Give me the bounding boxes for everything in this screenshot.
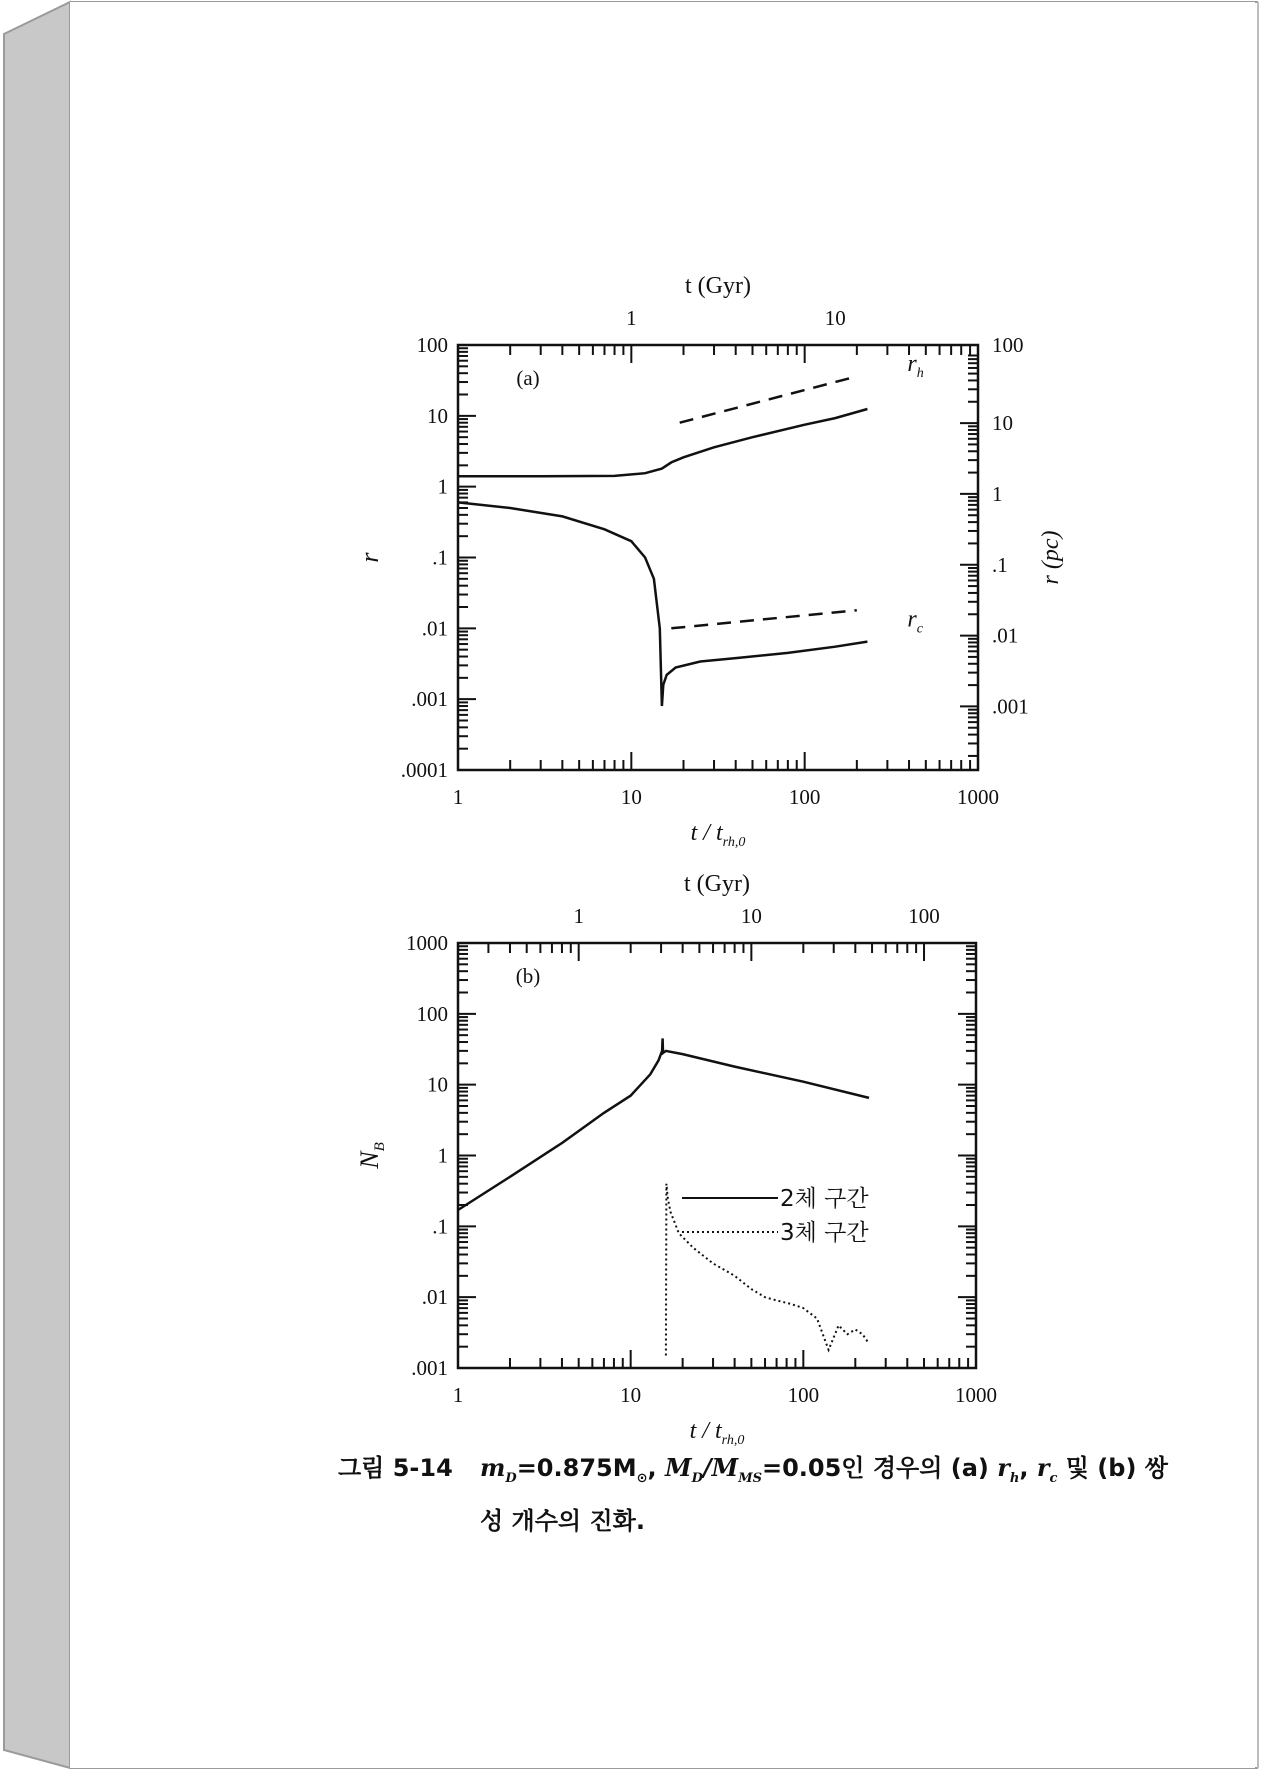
series-line-r-c — [458, 502, 867, 706]
caption-separator: , — [1019, 1454, 1037, 1482]
figure-caption — [338, 1447, 1238, 1542]
x-tick-label: 100 — [787, 1383, 820, 1407]
y-tick-label: .01 — [421, 616, 448, 641]
x-axis-label: t / $t_{rh,0}$ — [689, 1418, 745, 1448]
y-tick-label: 1000 — [406, 931, 448, 955]
y-tick-label: 100 — [416, 333, 448, 357]
y2-tick-label: 100 — [992, 333, 1024, 357]
series-line-r-h-slope — [680, 376, 857, 422]
y-tick-label: .1 — [432, 545, 448, 570]
caption-rh-symbol: r — [997, 1453, 1010, 1482]
x2-tick-label: 10 — [824, 306, 846, 330]
caption-line-1 — [338, 1447, 1238, 1500]
caption-rh-sub: h — [1009, 1470, 1020, 1486]
series-line-2- — [458, 1038, 869, 1210]
x2-tick-label: 10 — [740, 904, 762, 928]
y-tick-label: 1 — [437, 1143, 448, 1168]
x-tick-label: 1 — [452, 785, 464, 809]
series-label-r_c: $r_c$ — [907, 606, 923, 637]
plot-frame — [458, 943, 976, 1368]
y-tick-label: 1 — [437, 474, 448, 499]
y2-axis-label: r (pc) — [1038, 530, 1064, 585]
y-tick-label: .001 — [411, 1356, 448, 1380]
x2-tick-label: 1 — [626, 306, 637, 330]
x2-axis-label: t (Gyr) — [684, 871, 750, 897]
y-tick-label: .0001 — [400, 758, 448, 782]
x-tick-label: 1000 — [955, 1383, 997, 1407]
legend-label: 3체 구간 — [780, 1220, 869, 1246]
caption-ratio-value: =0.05인 경우의 (a) — [761, 1454, 998, 1482]
caption-m-value: =0.875M — [516, 1454, 637, 1482]
y-tick-label: 10 — [427, 1072, 448, 1097]
caption-ratio-slash: / — [702, 1453, 712, 1482]
x-tick-label: 1 — [452, 1383, 464, 1407]
y2-tick-label: 10 — [992, 411, 1013, 436]
caption-line-2: 성 개수의 진화. — [480, 1506, 645, 1535]
caption-sun-symbol: ⊙ — [636, 1470, 648, 1486]
plot-frame — [458, 345, 978, 770]
y-tick-label: .1 — [432, 1214, 448, 1239]
x-axis-label: t / $t_{rh,0}$ — [690, 820, 746, 850]
legend-label: 2체 구간 — [780, 1186, 869, 1212]
y2-tick-label: 1 — [992, 481, 1003, 506]
caption-rc-symbol: r — [1036, 1453, 1050, 1482]
y2-tick-label: .001 — [992, 694, 1029, 719]
caption-m-sub: D — [505, 1470, 517, 1486]
panel-label: (b) — [515, 964, 541, 988]
y-tick-label: 10 — [427, 403, 448, 428]
x2-tick-label: 1 — [573, 904, 584, 928]
caption-ratio-num-sub: D — [691, 1470, 703, 1486]
book-page — [70, 2, 1255, 1768]
x-tick-label: 10 — [620, 1383, 642, 1407]
x-tick-label: 100 — [788, 785, 821, 809]
y-axis-label: r — [355, 552, 384, 563]
x-tick-label: 10 — [620, 785, 642, 809]
y-tick-label: .01 — [421, 1285, 448, 1310]
caption-comma: , — [647, 1454, 665, 1482]
series-line-r-h — [458, 409, 867, 476]
x2-tick-label: 100 — [908, 904, 940, 928]
y2-tick-label: .1 — [992, 552, 1008, 577]
caption-ratio-num: M — [664, 1453, 692, 1482]
y2-tick-label: .01 — [992, 623, 1019, 648]
series-line-r-c-slope — [671, 610, 857, 628]
x-tick-label: 1000 — [957, 785, 999, 809]
y-tick-label: .001 — [411, 687, 448, 712]
caption-rc-sub: c — [1049, 1470, 1058, 1486]
x2-axis-label: t (Gyr) — [685, 273, 751, 299]
caption-label: 그림 5-14 — [338, 1454, 453, 1482]
panel-b — [458, 943, 976, 1368]
figure-canvas — [70, 2, 1255, 1448]
caption-tail: 및 (b) 쌍 — [1057, 1454, 1168, 1482]
series-label-r_h: $r_h$ — [907, 350, 924, 381]
y-axis-label: $N_B$ — [355, 1142, 388, 1169]
panel-a — [458, 345, 978, 770]
caption-ratio-den: M — [711, 1453, 739, 1482]
y-tick-label: 100 — [416, 1001, 448, 1026]
caption-ratio-den-sub: MS — [738, 1470, 762, 1486]
panel-label: (a) — [516, 366, 540, 390]
caption-m-symbol: m — [480, 1453, 506, 1482]
